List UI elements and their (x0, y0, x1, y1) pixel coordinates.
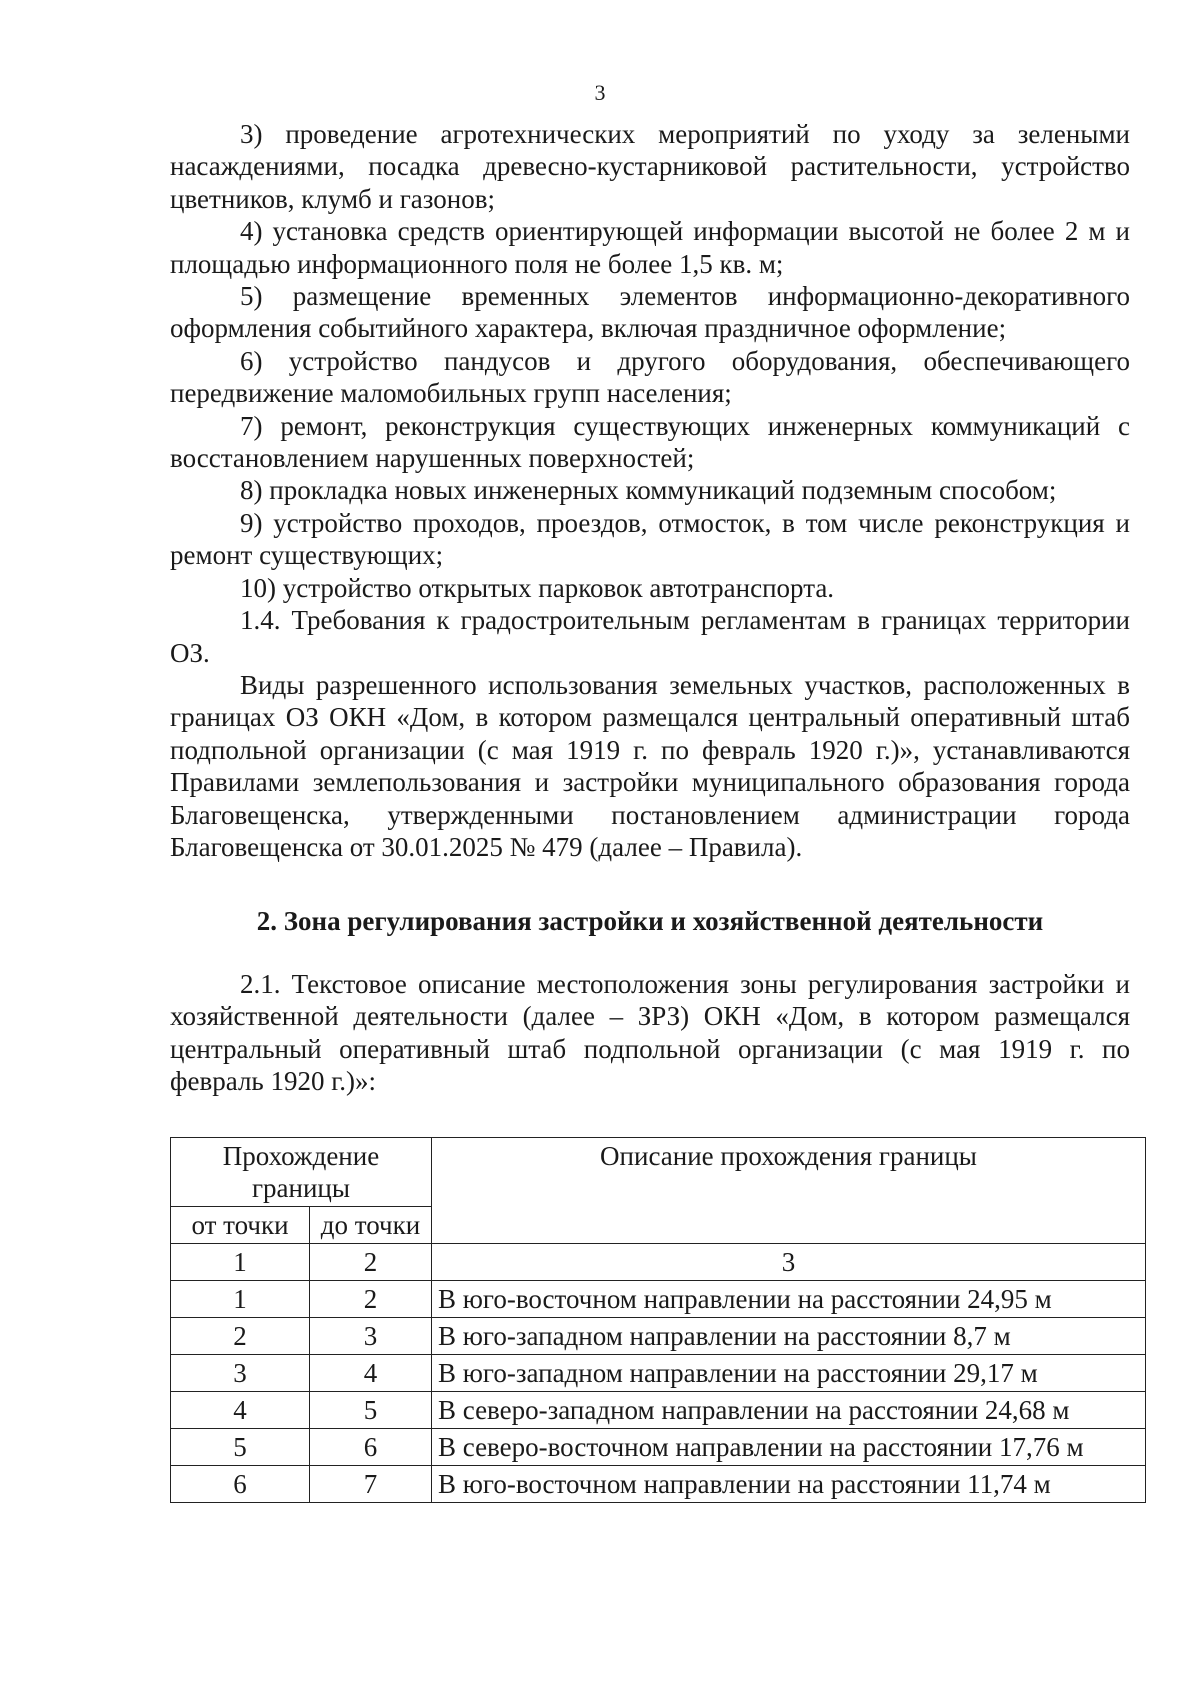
column-number: 1 (171, 1244, 310, 1281)
boundary-description: В юго-восточном направлении на расстоянии 24,95 м (432, 1281, 1146, 1318)
table-row (171, 1392, 1146, 1429)
header-from-point: от точки (171, 1207, 310, 1244)
boundary-description: В северо-западном направлении на расстоянии 24,68 м (432, 1392, 1146, 1429)
land-use-paragraph: Виды разрешенного использования земельных участков, расположенных в границах ОЗ ОКН «Дом, в котором размещался центральный оперативный штаб подпольной организации (с мая 1919 г. по февраль 1920 г.)», устанавливаются Правилами землепользования и застройки муниципального образования города Благовещенска, утвержденными постановлением администрации города Благовещенска от 30.01.2025 № 479 (далее – Правила). (170, 669, 1130, 862)
from-point: 1 (171, 1281, 310, 1318)
table-row (171, 1281, 1146, 1318)
boundary-description: В юго-западном направлении на расстоянии 29,17 м (432, 1355, 1146, 1392)
from-point: 5 (171, 1429, 310, 1466)
list-item-9: 9) устройство проходов, проездов, отмосток, в том числе реконструкция и ремонт существующих; (170, 507, 1130, 571)
header-to-point: до точки (310, 1207, 432, 1244)
list-item-10: 10) устройство открытых парковок автотранспорта. (240, 572, 835, 603)
to-point: 3 (310, 1318, 432, 1355)
column-number: 3 (432, 1244, 1146, 1281)
to-point: 7 (310, 1466, 432, 1503)
list-item-3: 3) проведение агротехнических мероприятий по уходу за зелеными насаждениями, посадка древесно-кустарниковой растительности, устройство цветников, клумб и газонов; (170, 119, 1130, 214)
to-point: 4 (310, 1355, 432, 1392)
table-row (171, 1318, 1146, 1355)
document-body (170, 118, 1130, 1503)
header-boundary-passage: Прохождение границы (171, 1138, 432, 1207)
table-row (171, 1429, 1146, 1466)
clause-1-4: 1.4. Требования к градостроительным регламентам в границах территории ОЗ. (170, 605, 1130, 668)
table-row (171, 1355, 1146, 1392)
header-description: Описание прохождения границы (432, 1138, 1146, 1244)
table-numbering-row (171, 1244, 1146, 1281)
boundary-description: В юго-восточном направлении на расстоянии 11,74 м (432, 1466, 1146, 1503)
clause-2-1: 2.1. Текстовое описание местоположения зоны регулирования застройки и хозяйственной деятельности (далее – ЗРЗ) ОКН «Дом, в котором размещался центральный оперативный штаб подпольной организации (с мая 1919 г. по февраль 1920 г.)»: (170, 968, 1130, 1096)
column-number: 2 (310, 1244, 432, 1281)
table-header-row (171, 1138, 1146, 1207)
list-item-7: 7) ремонт, реконструкция существующих инженерных коммуникаций с восстановлением нарушенных поверхностей; (170, 410, 1130, 474)
to-point: 6 (310, 1429, 432, 1466)
boundary-description: В северо-восточном направлении на расстоянии 17,76 м (432, 1429, 1146, 1466)
from-point: 2 (171, 1318, 310, 1355)
page-number: 3 (594, 80, 606, 105)
to-point: 2 (310, 1281, 432, 1318)
list-item-4: 4) установка средств ориентирующей информации высотой не более 2 м и площадью информационного поля не более 1,5 кв. м; (170, 216, 1130, 279)
section-heading: 2. Зона регулирования застройки и хозяйственной деятельности (256, 906, 1044, 937)
boundary-description: В юго-западном направлении на расстоянии 8,7 м (432, 1318, 1146, 1355)
boundary-table (170, 1137, 1146, 1503)
from-point: 6 (171, 1466, 310, 1503)
list-item-5: 5) размещение временных элементов информационно-декоративного оформления событийного характера, включая праздничное оформление; (170, 281, 1130, 344)
list-item-8: 8) прокладка новых инженерных коммуникаций подземным способом; (240, 475, 1057, 506)
to-point: 5 (310, 1392, 432, 1429)
from-point: 3 (171, 1355, 310, 1392)
table-row (171, 1466, 1146, 1503)
from-point: 4 (171, 1392, 310, 1429)
list-item-6: 6) устройство пандусов и другого оборудования, обеспечивающего передвижение маломобильных групп населения; (170, 345, 1130, 409)
